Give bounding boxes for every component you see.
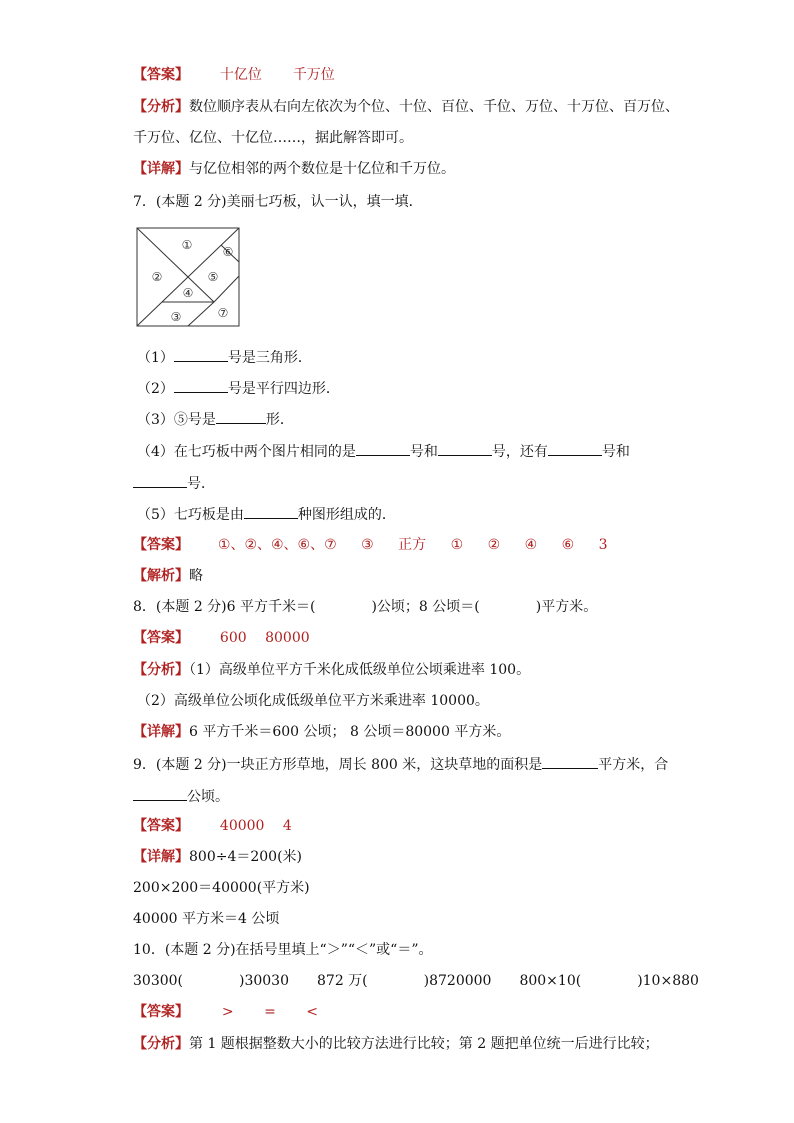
q7-sub1 [137,346,312,368]
detail-tag: 【详解】 [133,724,189,740]
answer-item: 正方 [398,537,427,553]
answer-item: ① [450,537,464,553]
stem-text: 9．(本题 2 分)一块正方形草地，周长 800 米，这块草地的面积是 [133,757,543,773]
expression-text: )10×880 [637,973,699,989]
q7-sub5 [137,503,396,525]
analysis-text: （1）高级单位平方千米化成低级单位公顷乘进率 100。 [189,662,531,678]
sub-text: 号是 [187,412,216,428]
answer-blank[interactable] [542,753,598,769]
sub-number: （2） [137,381,174,397]
answer-item: ⑥ [561,537,575,553]
q8-stem [133,596,597,618]
answer-item: 3 [598,537,608,553]
q6-detail-line [133,158,455,180]
expression-text: 800×10( [519,973,582,989]
q9-answer-line [133,815,292,837]
q9-detail-line3: 40000 平方米＝4 公顷 [133,911,280,927]
q7-sub4-line2 [133,472,215,494]
tangram-label-3: ③ [170,310,182,324]
circled-five: ⑤ [173,412,188,428]
answer-blank[interactable] [548,440,602,456]
q8-analysis-line [133,659,530,681]
detail-text: 6 平方千米＝600 公顷； 8 公顷＝80000 平方米。 [189,724,511,740]
tangram-figure [136,227,242,329]
tangram-label-4: ④ [182,286,194,300]
stem-text: )公顷；8 公顷＝( [371,599,480,615]
q6-analysis-line2: 千万位、亿位、十亿位……，据此解答即可。 [133,130,413,146]
q10-expressions [133,970,699,992]
answer-item: < [306,1004,319,1020]
answer-item: 十亿位 [219,67,262,83]
tangram-label-6: ⑥ [222,245,234,259]
tangram-label-1: ① [181,238,193,252]
detail-text: 800÷4＝200(米) [189,849,303,865]
analysis-text: 略 [189,568,203,584]
answer-blank[interactable] [174,346,228,362]
answer-tag: 【答案】 [133,818,189,834]
stem-text: )平方米。 [535,599,598,615]
tangram-label-7: ⑦ [217,306,229,320]
sub-number: （1） [137,350,174,366]
sub-text: 在七巧板中两个图片相同的是 [173,444,356,460]
q9-detail-line2: 200×200＝40000(平方米) [133,880,310,896]
q8-detail-line [133,721,510,743]
answer-tag: 【答案】 [133,67,189,83]
sub-text: 号，还有 [491,444,548,460]
sub-text: 号是三角形． [227,350,312,366]
expression-text: )30030 [239,973,289,989]
answer-item: ② [487,537,501,553]
detail-tag: 【详解】 [133,849,189,865]
q7-sub4 [137,440,630,462]
q7-stem: 7．(本题 2 分)美丽七巧板，认一认，填一填． [133,194,423,210]
answer-blank[interactable] [133,785,187,801]
q8-analysis-line2: （2）高级单位公顷化成低级单位平方米乘进率 10000。 [137,693,489,709]
q10-stem: 10．(本题 2 分)在括号里填上“＞”“＜”或“＝”。 [133,942,433,958]
sub-number: （3） [137,412,174,428]
answer-blank[interactable] [244,503,298,519]
answer-item: = [264,1004,276,1020]
sub-number: （5） [137,507,174,523]
q10-answer-line [133,1001,318,1023]
answer-item: 4 [282,818,292,834]
sub-number: （4） [137,444,174,460]
q10-analysis-line [133,1033,659,1055]
q9-stem-line2 [133,785,229,807]
expression-text: 30300( [133,973,183,989]
sub-text: 种图形组成的． [297,507,396,523]
answer-item: 80000 [265,630,310,646]
q7-answer-line [133,534,608,556]
tangram-line [137,228,188,277]
answer-item: > [221,1004,234,1020]
stem-text: 平方米，合 [598,757,669,773]
expression-text: 872 万( [317,973,368,989]
q9-detail-line [133,846,302,868]
sub-text: 号和 [409,444,438,460]
stem-text: 公顷。 [187,789,229,805]
q7-sub2 [137,377,340,399]
analysis-tag: 【分析】 [133,1036,189,1052]
analysis-tag: 【分析】 [133,99,189,115]
sub-text: 七巧板是由 [173,507,244,523]
answer-item: 600 [219,630,247,646]
analysis-tag: 【解析】 [133,568,189,584]
sub-text: 号是平行四边形． [227,381,340,397]
answer-blank[interactable] [438,440,492,456]
tangram-label-5: ⑤ [207,270,219,284]
answer-item: ③ [361,537,374,553]
answer-blank[interactable] [216,408,266,424]
sub-text: 号． [187,476,215,492]
analysis-text: 第 1 题根据整数大小的比较方法进行比较；第 2 题把单位统一后进行比较； [189,1036,659,1052]
answer-tag: 【答案】 [133,1004,189,1020]
analysis-tag: 【分析】 [133,662,189,678]
answer-blank[interactable] [356,440,410,456]
q6-answer-line [133,64,335,86]
q6-analysis-line [133,96,679,118]
tangram-label-2: ② [151,270,163,284]
detail-tag: 【详解】 [133,161,189,177]
answer-item: ④ [524,537,538,553]
stem-text: 8．(本题 2 分)6 平方千米＝( [133,599,316,615]
answer-item: 千万位 [292,67,335,83]
answer-blank[interactable] [133,472,187,488]
answer-item: 40000 [219,818,265,834]
answer-tag: 【答案】 [133,537,189,553]
q8-answer-line [133,627,310,649]
detail-text: 与亿位相邻的两个数位是十亿位和千万位。 [189,161,455,177]
sub-text: 号和 [601,444,630,460]
q7-sub3 [137,408,294,430]
answer-blank[interactable] [174,377,228,393]
expression-text: )8720000 [423,973,492,989]
sub-text: 形． [265,412,294,428]
tangram-line [188,302,214,326]
analysis-text: 数位顺序表从右向左依次为个位、十位、百位、千位、万位、十万位、百万位、 [189,99,679,115]
answer-tag: 【答案】 [133,630,189,646]
q7-analysis-line [133,565,203,587]
answer-item: ①、②、④、⑥、⑦ [217,537,337,553]
q9-stem [133,753,668,775]
